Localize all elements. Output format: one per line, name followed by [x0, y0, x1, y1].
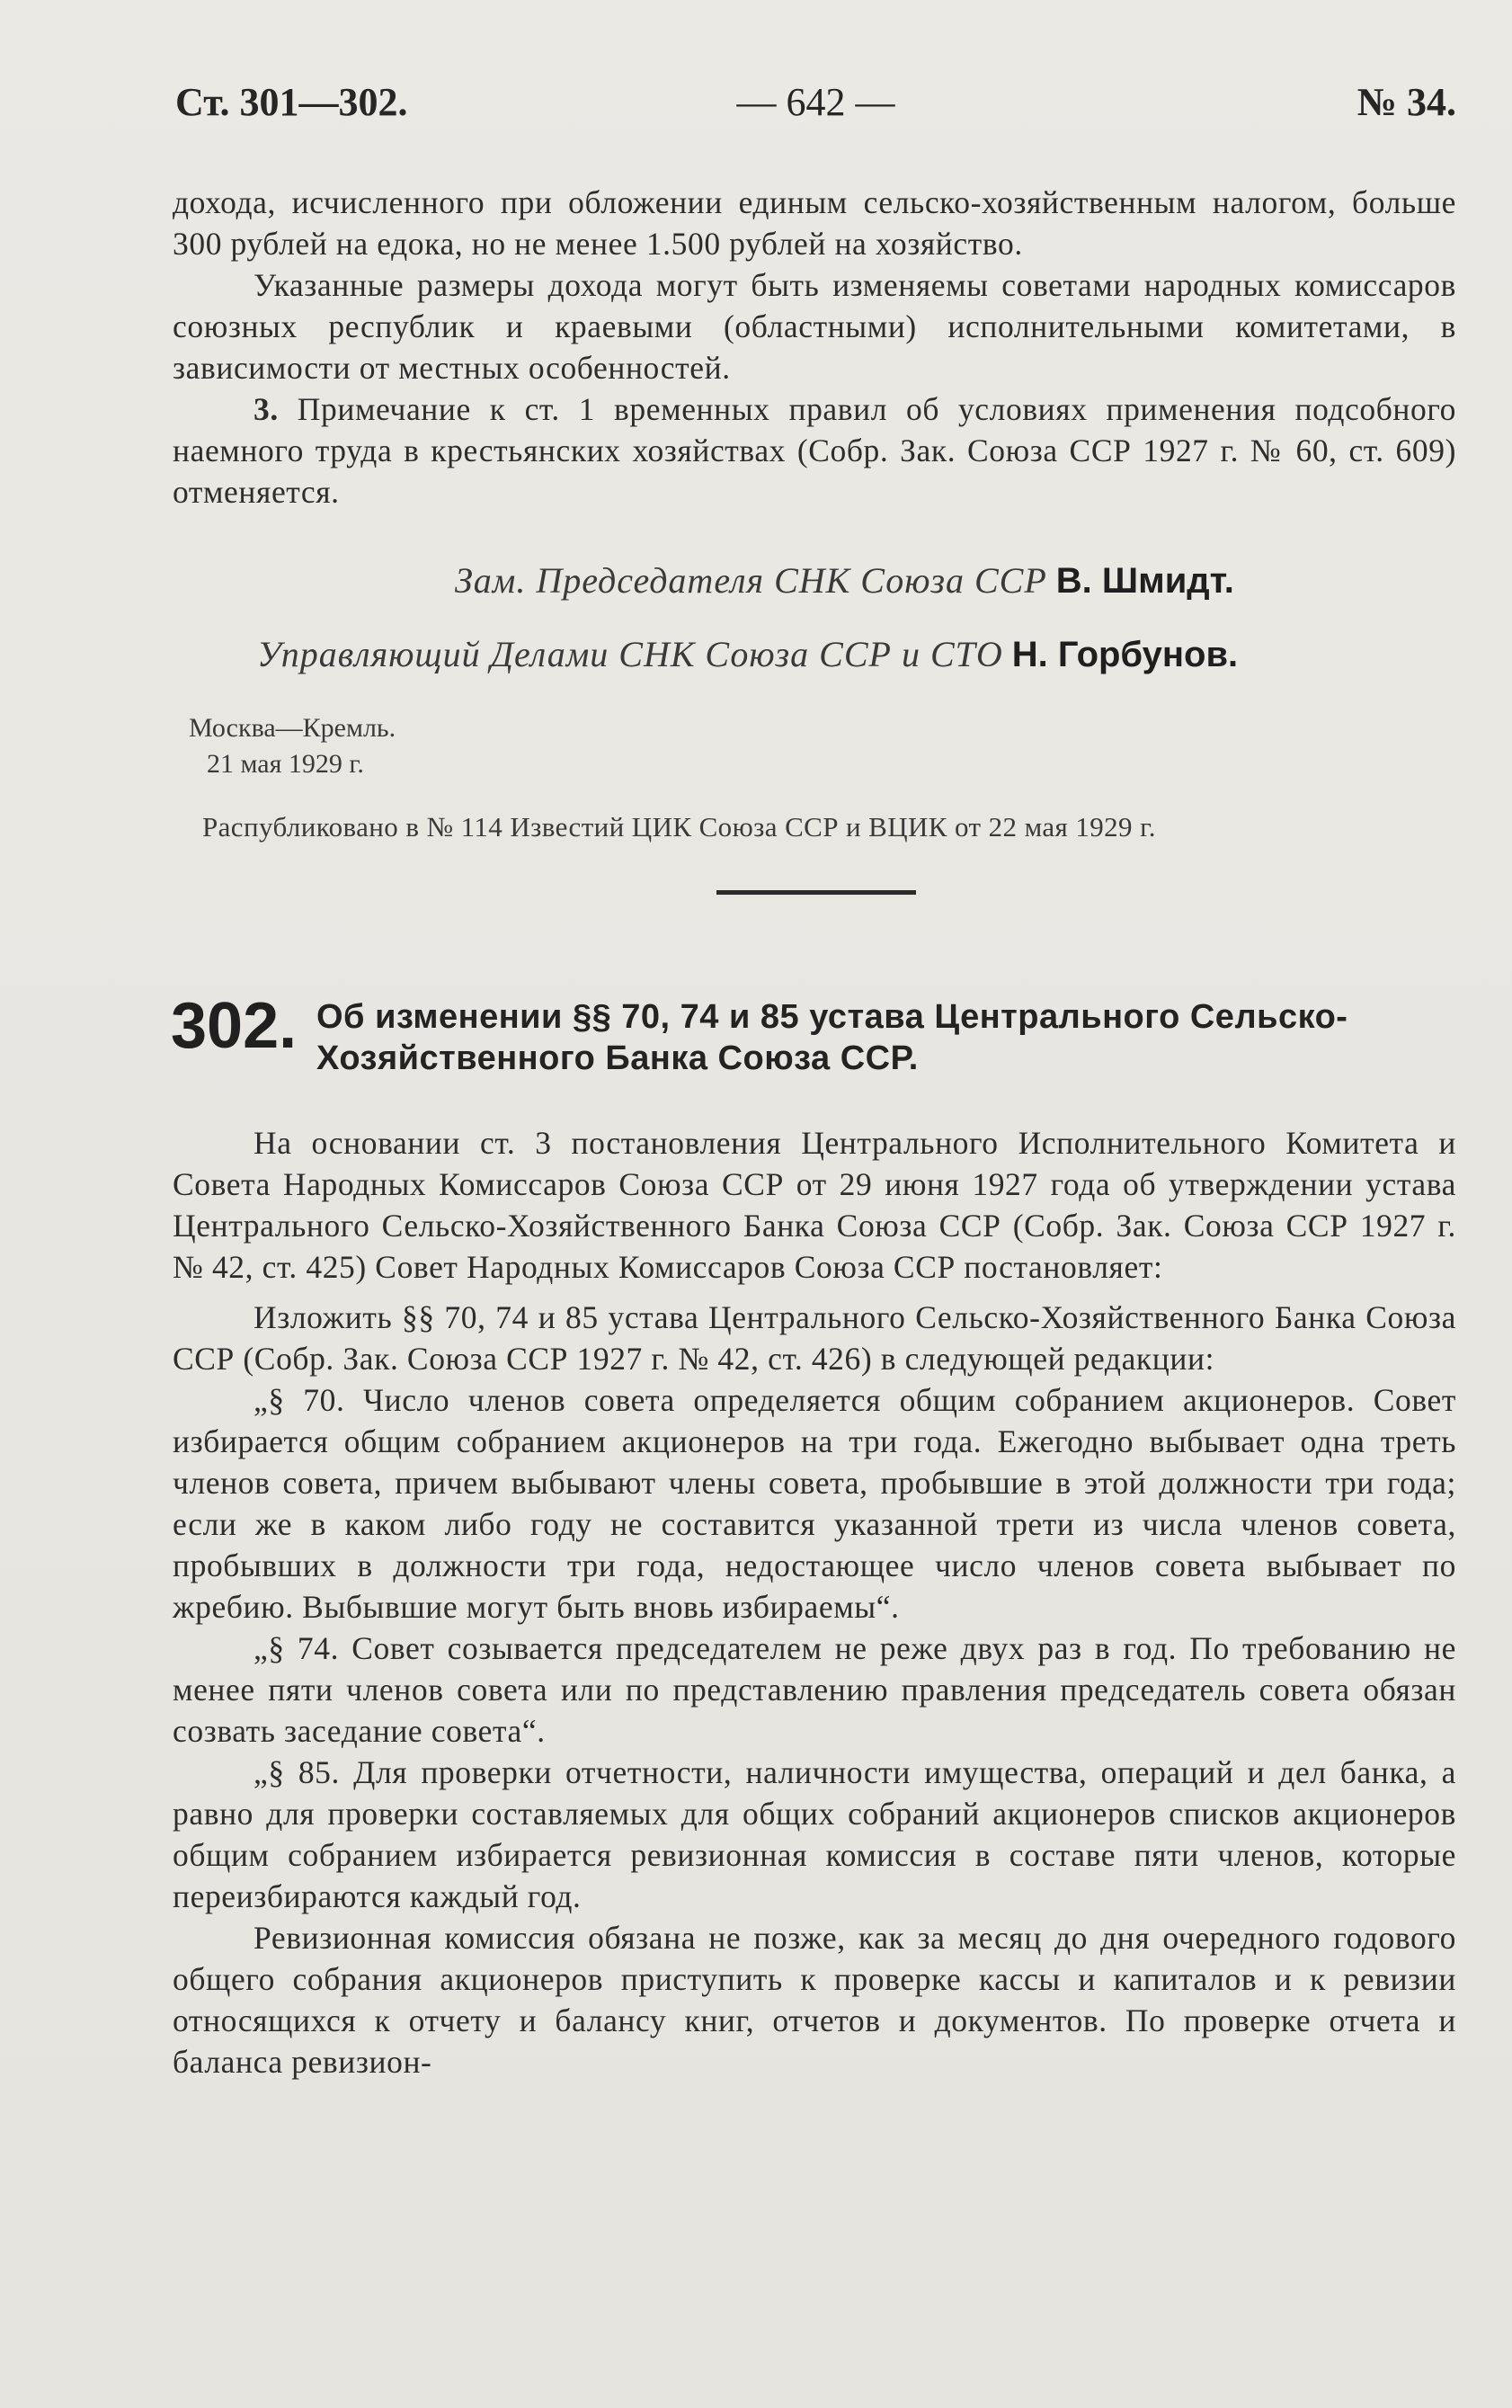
- item-number: 3.: [253, 391, 279, 427]
- place-and-date: [189, 710, 396, 782]
- section-divider: [716, 890, 916, 895]
- item-text: Примечание к ст. 1 временных правил об условиях применения подсобного наемного труда в крестьянских хозяйствах (Собр. Зак. Союза ССР 1927 г. № 60, ст. 609) отменяется.: [173, 391, 1456, 510]
- signature-deputy-chairman: [455, 559, 1234, 602]
- paragraph-par-70: „§ 70. Число членов совета определяется общим собранием акционеров. Совет избирается общим собранием акционеров на три года. Ежегодно выбывает одна треть членов совета, причем выбывают члены совета, пробывшие в этой должности три года; если же в каком либо году не составится указанной трети из числа членов совета, пробывших в должности три года, недостающее число членов совета выбывает по жребию. Выбывшие могут быть вновь избираемы“.: [173, 1382, 1456, 1625]
- continued-paragraph: дохода, исчисленного при обложении единым сельско-хозяйственным налогом, больше 300 рублей на едока, но не менее 1.500 рублей на хозяйство.: [173, 184, 1456, 262]
- item-3-paragraph: [173, 388, 1456, 513]
- header-issue-number: № 34.: [1356, 80, 1456, 124]
- paragraph: Ревизионная комиссия обязана не позже, как за месяц до дня очередного годового общего собрания акционеров приступить к проверке кассы и капиталов и к ревизии относящихся к отчету и балансу книг, отчетов и документов. По проверке отчета и баланса ревизион-: [173, 1920, 1456, 2080]
- header-article-range: Ст. 301—302.: [175, 80, 408, 124]
- place: Москва—Кремль.: [189, 713, 396, 743]
- paragraph: Изложить §§ 70, 74 и 85 устава Центрального Сельско-Хозяйственного Банка Союза ССР (Собр. Зак. Союза ССР 1927 г. № 42, ст. 426) в следующей редакции:: [173, 1299, 1456, 1377]
- paragraph: На основании ст. 3 постановления Центрального Исполнительного Комитета и Совета Народных Комиссаров Союза ССР от 29 июня 1927 года об утверждении устава Центрального Сельско-Хозяйственного Банка Союза ССР (Собр. Зак. Союза ССР 1927 г. № 42, ст. 425) Совет Народных Комиссаров Союза ССР постановляет:: [173, 1125, 1456, 1285]
- paragraph-par-74: „§ 74. Совет созывается председателем не реже двух раз в год. По требованию не менее пяти членов совета или по представлению правления председатель совета обязан созвать заседание совета“.: [173, 1630, 1456, 1749]
- signature-role: Управляющий Делами СНК Союза ССР и СТО: [257, 634, 1003, 674]
- top-text-block: [173, 182, 1456, 513]
- publication-note: Распубликовано в № 114 Известий ЦИК Союза ССР и ВЦИК от 22 мая 1929 г.: [202, 811, 1156, 843]
- section-body: [173, 1122, 1456, 2082]
- section-title: Об изменении §§ 70, 74 и 85 устава Центрального Сельско-Хозяйственного Банка Союза ССР.: [316, 998, 1348, 1077]
- date: 21 мая 1929 г.: [207, 749, 364, 779]
- signature-name: Н. Горбунов.: [1011, 635, 1239, 674]
- paragraph-par-85: „§ 85. Для проверки отчетности, наличности имущества, операций и дел банка, а равно для проверки составляемых для общих собраний акционеров списков акционеров общим собранием избирается ревизионная комиссия в составе пяти членов, которые переизбираются каждый год.: [173, 1754, 1456, 1914]
- signature-business-manager: [257, 633, 1238, 675]
- section-number: 302.: [171, 990, 298, 1062]
- page-header: [175, 79, 1456, 129]
- signature-name: В. Шмидт.: [1055, 561, 1234, 601]
- paragraph: Указанные размеры дохода могут быть изменяемы советами народных комиссаров союзных республик и краевыми (областными) исполнительными комитетами, в зависимости от местных особенностей.: [173, 267, 1456, 386]
- header-page-number: — 642 —: [736, 80, 895, 124]
- signature-role: Зам. Председателя СНК Союза ССР: [455, 560, 1047, 601]
